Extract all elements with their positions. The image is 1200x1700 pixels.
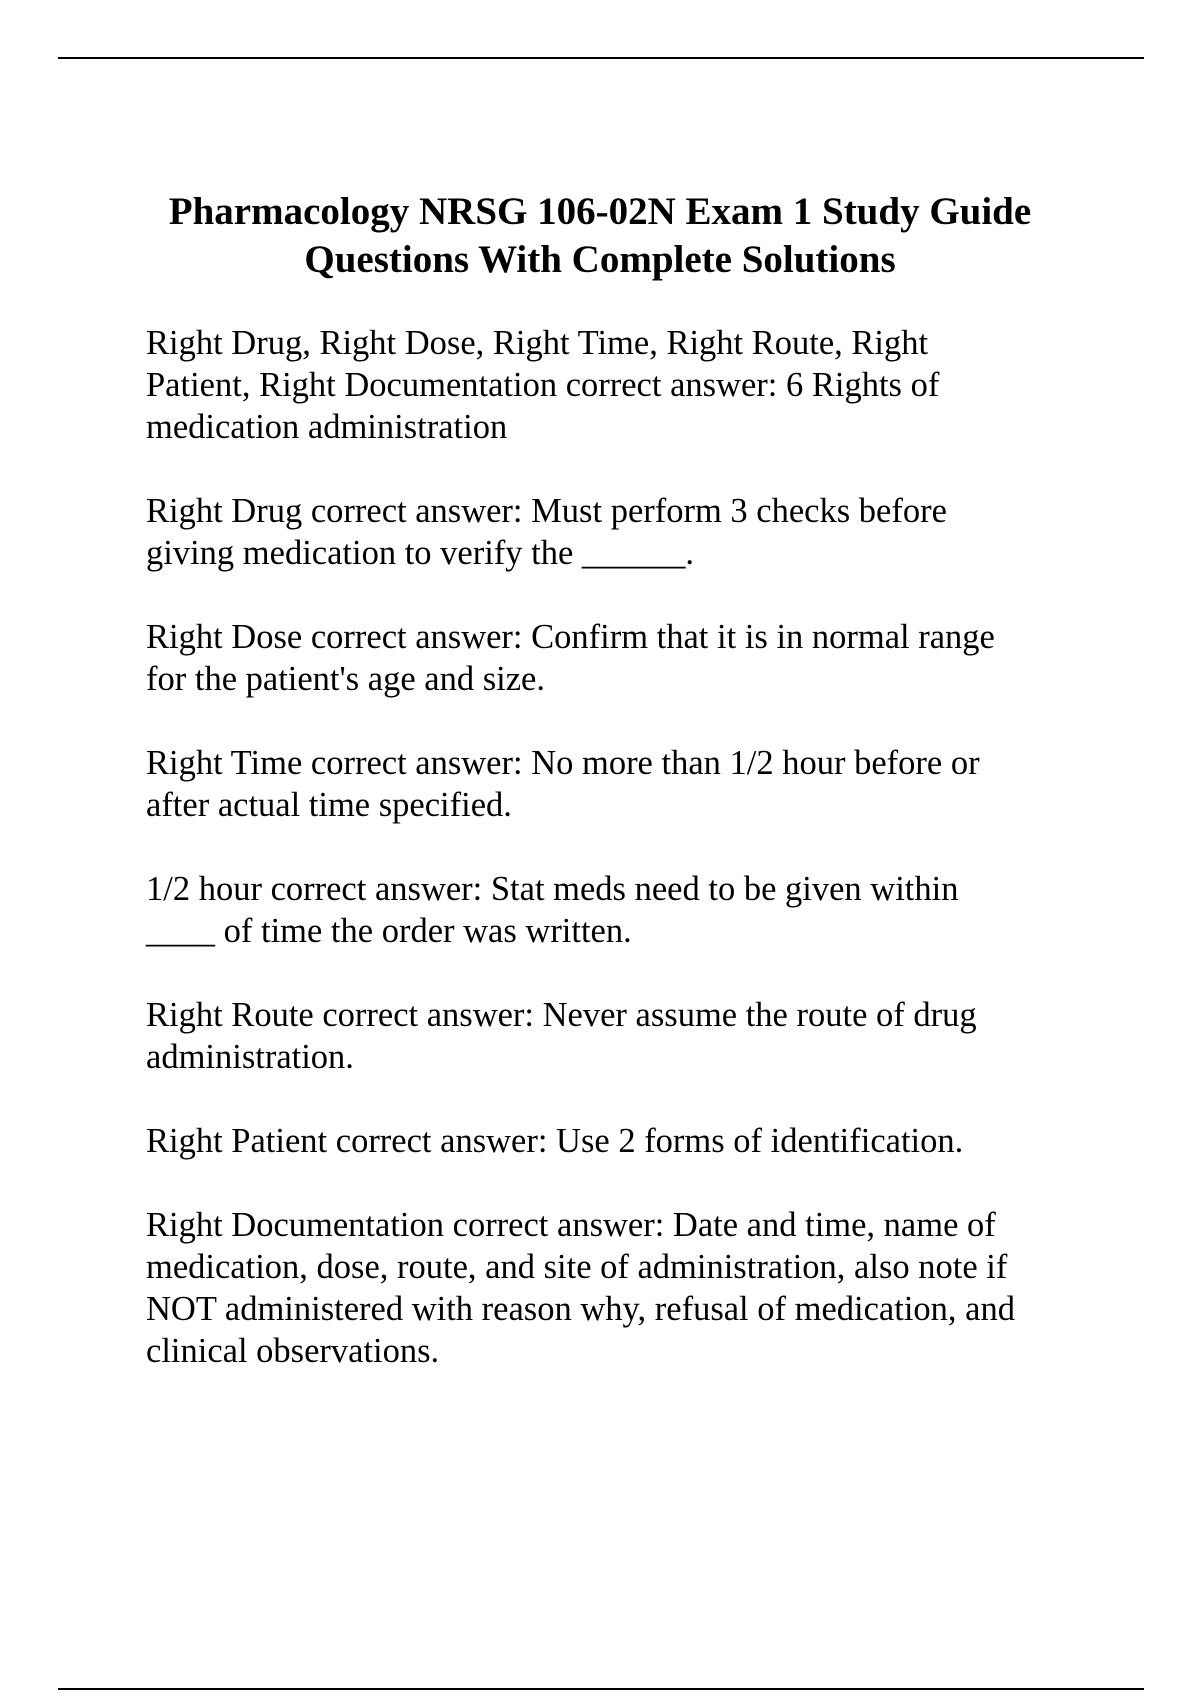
title-line-1: Pharmacology NRSG 106-02N Exam 1 Study Guide xyxy=(168,190,1032,233)
qa-line: after actual time specified. xyxy=(146,786,512,824)
title-line-2: Questions With Complete Solutions xyxy=(304,238,896,281)
qa-entry-right-drug xyxy=(146,490,1106,574)
page-title xyxy=(100,188,1100,284)
qa-line: 1/2 hour correct answer: Stat meds need to be given within xyxy=(146,870,959,908)
qa-line: administration. xyxy=(146,1038,354,1076)
qa-line: clinical observations. xyxy=(146,1332,440,1370)
qa-entry-right-time xyxy=(146,742,1106,826)
qa-entry-right-dose xyxy=(146,616,1106,700)
qa-line: Right Route correct answer: Never assume the route of drug xyxy=(146,996,977,1034)
qa-line: giving medication to verify the ______. xyxy=(146,534,695,572)
bottom-rule xyxy=(58,1688,1144,1690)
qa-line: medication administration xyxy=(146,408,508,446)
qa-line: medication, dose, route, and site of administration, also note if xyxy=(146,1248,1008,1286)
qa-line: Right Time correct answer: No more than 1/2 hour before or xyxy=(146,744,980,782)
qa-entry-right-documentation xyxy=(146,1204,1106,1372)
qa-entry-six-rights xyxy=(146,322,1106,448)
qa-line: Patient, Right Documentation correct answer: 6 Rights of xyxy=(146,366,940,404)
qa-list xyxy=(146,322,1106,1414)
qa-entry-right-route xyxy=(146,994,1106,1078)
qa-line: Right Drug correct answer: Must perform 3 checks before xyxy=(146,492,947,530)
qa-entry-right-patient xyxy=(146,1120,1106,1162)
top-rule xyxy=(58,57,1144,59)
qa-line: for the patient's age and size. xyxy=(146,660,545,698)
qa-line: ____ of time the order was written. xyxy=(146,912,632,950)
qa-line: Right Drug, Right Dose, Right Time, Right Route, Right xyxy=(146,324,929,362)
qa-line: Right Dose correct answer: Confirm that it is in normal range xyxy=(146,618,995,656)
qa-line: Right Patient correct answer: Use 2 forms of identification. xyxy=(146,1122,964,1160)
qa-line: NOT administered with reason why, refusal of medication, and xyxy=(146,1290,1015,1328)
qa-line: Right Documentation correct answer: Date and time, name of xyxy=(146,1206,996,1244)
qa-entry-half-hour xyxy=(146,868,1106,952)
